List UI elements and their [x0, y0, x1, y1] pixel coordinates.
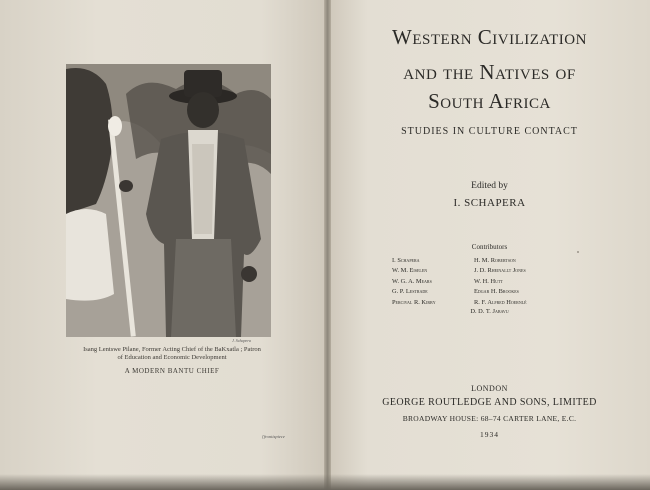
contributor-name: J. D. Rheinallt Jones [474, 267, 526, 275]
publisher-address: BROADWAY HOUSE: 68–74 CARTER LANE, E.C. [402, 414, 577, 423]
photo-credit: J. Schapera [232, 338, 251, 343]
caption-line-2: of Education and Economic Development [117, 354, 227, 361]
contributor-last: D. D. T. Jabavu [470, 308, 509, 315]
contributor-name: I. Schapera [392, 257, 420, 264]
caption-line-1: Isang Lentswe Pilane, Former Acting Chief of the BaKxatla ; Patron [83, 346, 261, 353]
contributor-name: H. M. Robertson [474, 257, 516, 264]
title-line-1: Western Civilization [392, 25, 587, 49]
contributor-name: W. M. Eiselen [392, 267, 428, 275]
contributor-name: W. H. Hutt [474, 277, 503, 285]
edited-by-label: Edited by [471, 181, 508, 191]
frontispiece-photo [66, 64, 271, 337]
publisher-name: GEORGE ROUTLEDGE AND SONS, LIMITED [382, 397, 597, 408]
page-bottom-edge [0, 474, 650, 490]
photo-caption [44, 346, 300, 362]
title-line-2: and the Natives of [403, 60, 576, 84]
contributors-list [392, 256, 572, 308]
title-line-3: South Africa [428, 89, 551, 113]
contributors-heading: Contributors [471, 243, 508, 251]
publication-year: 1934 [480, 430, 499, 439]
publisher-city: LONDON [471, 384, 508, 393]
contributor-name: G. P. Lestrade [392, 288, 428, 296]
subtitle: STUDIES IN CULTURE CONTACT [401, 126, 578, 137]
contributor-name: R. F. Alfred Hoernlé [474, 298, 527, 306]
contributor-name: Percival R. Kirby [392, 298, 436, 306]
contributor-name: Edgar H. Brookes [474, 288, 519, 296]
page-speck [577, 251, 579, 253]
contributor-name: W. G. A. Mears [392, 277, 432, 285]
frontispiece-marker: [frontispiece [262, 434, 285, 439]
editor-name: I. SCHAPERA [453, 197, 526, 209]
caption-title: A MODERN BANTU CHIEF [124, 367, 220, 375]
